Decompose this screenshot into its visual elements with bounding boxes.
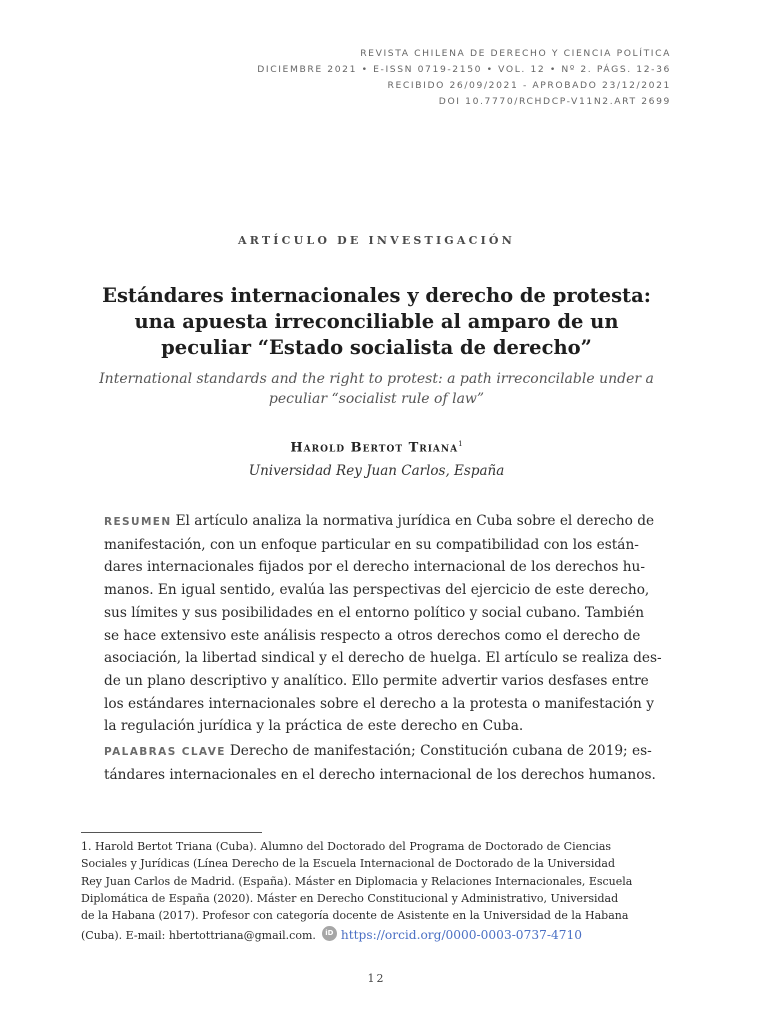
orcid-icon[interactable]: iD xyxy=(322,926,337,941)
footnote-line: 1. Harold Bertot Triana (Cuba). Alumno del Doctorado del Programa de Doctorado de Ciencias xyxy=(81,840,612,853)
title-line: peculiar “Estado socialista de derecho” xyxy=(161,336,592,359)
footnote-line: Diplomática de España (2020). Máster en Derecho Constitucional y Administrativo, Universidad xyxy=(81,891,619,905)
abstract-line: asociación, la libertad sindical y el derecho de huelga. El artículo se realiza des- xyxy=(104,650,662,667)
abstract-line: manifestación, con un enfoque particular en su compatibilidad con los están- xyxy=(104,536,639,553)
abstract-line: los estándares internacionales sobre el derecho a la protesta o manifestación y xyxy=(104,695,654,712)
abstract-line: dares internacionales fijados por el derecho internacional de los derechos hu- xyxy=(104,559,645,576)
title-line: Estándares internacionales y derecho de protesta: xyxy=(102,284,651,307)
abstract-line-text: El artículo analiza la normativa jurídica en Cuba sobre el derecho de xyxy=(175,513,655,529)
abstract-line xyxy=(104,510,655,534)
journal-name: REVISTA CHILENA DE DERECHO Y CIENCIA POLÍTICA xyxy=(360,48,671,59)
abstract-line: manos. En igual sentido, evalúa las perspectivas del ejercicio de este derecho, xyxy=(104,582,650,599)
abstract-label: RESUMEN xyxy=(104,516,172,528)
english-title-line: peculiar “socialist rule of law” xyxy=(268,391,485,407)
issue-info: DICIEMBRE 2021 • E-ISSN 0719-2150 • VOL. 12 • Nº 2. PÁGS. 12-36 xyxy=(257,64,671,75)
keywords-label: PALABRAS CLAVE xyxy=(104,746,226,758)
keywords-line-text: Derecho de manifestación; Constitución cubana de 2019; es- xyxy=(229,743,652,759)
doi: DOI 10.7770/RCHDCP-V11N2.ART 2699 xyxy=(438,96,671,107)
page-number: 12 xyxy=(367,972,386,985)
author-footnote xyxy=(81,838,673,945)
author-footnote-mark: 1 xyxy=(458,440,463,448)
abstract xyxy=(104,510,662,738)
english-title-line: International standards and the right to protest: a path irreconcilable under a xyxy=(99,371,654,387)
footnote-email-text: (Cuba). E-mail: hbertottriana@gmail.com. xyxy=(81,929,316,943)
abstract-line: sus límites y sus posibilidades en el entorno político y social cubano. También xyxy=(104,604,645,621)
abstract-line: se hace extensivo este análisis respecto a otros derechos como el derecho de xyxy=(104,627,641,644)
author-affiliation: Universidad Rey Juan Carlos, España xyxy=(248,463,505,479)
footnote-divider xyxy=(81,832,262,833)
journal-header xyxy=(71,46,671,110)
orcid-link[interactable]: https://orcid.org/0000-0003-0737-4710 xyxy=(340,928,582,943)
author-name xyxy=(0,440,753,455)
keywords-line xyxy=(104,740,652,764)
keywords-line: tándares internacionales en el derecho internacional de los derechos humanos. xyxy=(104,766,656,783)
received-approved-dates: RECIBIDO 26/09/2021 - APROBADO 23/12/2021 xyxy=(387,80,671,91)
footnote-line: Rey Juan Carlos de Madrid. (España). Máster en Diplomacia y Relaciones Internacionales, Escuela xyxy=(81,874,633,888)
article-title xyxy=(100,283,653,361)
english-title xyxy=(82,369,671,409)
footnote-line: de la Habana (2017). Profesor con categoría docente de Asistente en la Universidad de la Habana xyxy=(81,909,629,923)
keywords xyxy=(104,740,656,786)
footnote-line xyxy=(81,927,673,944)
abstract-line: de un plano descriptivo y analítico. Ello permite advertir varios desfases entre xyxy=(104,672,649,689)
author-name-text: Harold Bertot Triana xyxy=(290,440,459,456)
title-line: una apuesta irreconciliable al amparo de un xyxy=(134,310,619,333)
section-label: ARTÍCULO DE INVESTIGACIÓN xyxy=(238,234,515,247)
abstract-line: la regulación jurídica y la práctica de este derecho en Cuba. xyxy=(104,718,524,735)
footnote-line: Sociales y Jurídicas (Línea Derecho de la Escuela Internacional de Doctorado de la Universidad xyxy=(81,857,615,871)
